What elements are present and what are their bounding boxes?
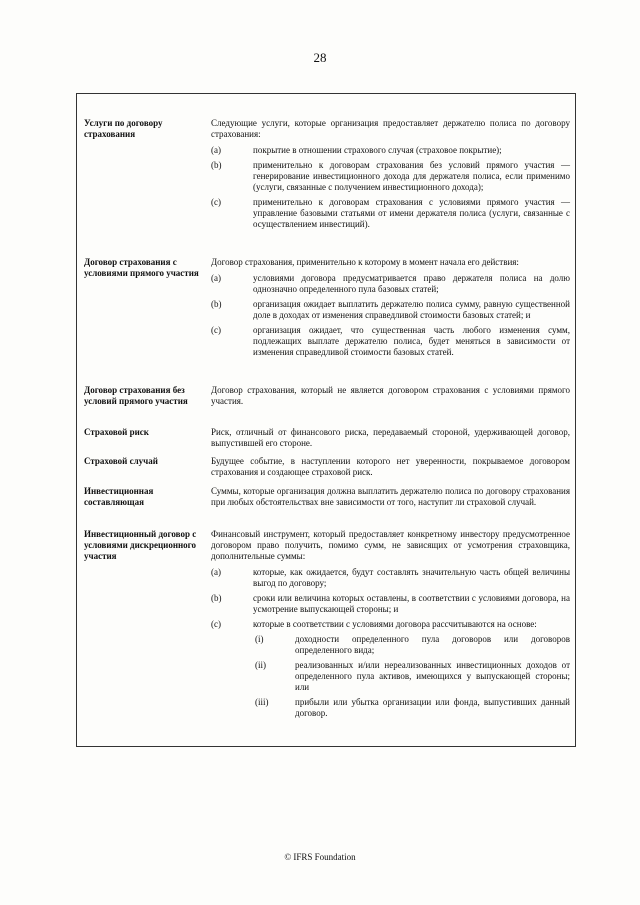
definition-term: Инвестиционная составляющая xyxy=(84,486,154,507)
definition-text xyxy=(211,257,570,358)
definition-text: Будущее событие, в наступлении которого нет уверенности, покрываемое договором страхования и создающее страховой риск. xyxy=(211,456,570,477)
definition-text: Суммы, которые организация должна выплатить держателю полиса по договору страхования при любых обстоятельствах вне зависимости от того, наступит ли страховой случай. xyxy=(211,486,570,507)
sub-list-item: (i) доходности определенного пула договоров или договоров определенного вида; xyxy=(255,634,570,655)
definition-term: Инвестиционный договор с условиями дискреционного участия xyxy=(84,529,197,561)
definition-entry xyxy=(84,385,570,407)
sub-list-item: (iii) прибыли или убытка организации или фонда, выпустивших данный договор. xyxy=(255,697,570,718)
definition-intro: Следующие услуги, которые организация предоставляет держателю полиса по договору страхования: xyxy=(211,118,570,139)
definition-entry xyxy=(84,456,570,478)
list-item: (a) которые, как ожидается, будут составлять значительную часть общей величины выгод по договору; xyxy=(211,567,570,588)
definition-entry xyxy=(84,257,570,362)
definition-text: Договор страхования, который не является договором страхования с условиями прямого участия. xyxy=(211,385,570,406)
definition-term: Страховой риск xyxy=(84,427,149,437)
definition-entry xyxy=(84,486,570,508)
definition-term: Договор страхования с условиями прямого участия xyxy=(84,257,199,278)
definition-term: Страховой случай xyxy=(84,456,158,466)
definition-term: Услуги по договору страхования xyxy=(84,118,163,139)
definition-entry xyxy=(84,118,570,234)
list-item: (a) условиями договора предусматривается право держателя полиса на долю однозначно определенного пула базовых статей; xyxy=(211,273,570,294)
definition-text xyxy=(211,529,570,719)
list-item: (c) применительно к договорам страхования с условиями прямого участия — управление базовыми статьями от имени держателя полиса (услуги, связанные с осуществлением инвестиций). xyxy=(211,197,570,229)
definition-text: Риск, отличный от финансового риска, передаваемый стороной, удерживающей договор, выпустившей его стороне. xyxy=(211,427,570,448)
definition-text xyxy=(211,118,570,230)
definition-entry xyxy=(84,427,570,449)
page-footer: © IFRS Foundation xyxy=(284,852,356,862)
list-item: (b) сроки или величина которых оставлены, в соответствии с условиями договора, на усмотрение выпускающей стороны; и xyxy=(211,593,570,614)
definition-entry xyxy=(84,529,570,723)
list-item: (a) покрытие в отношении страхового случая (страховое покрытие); xyxy=(211,145,502,155)
page-number: 28 xyxy=(313,50,327,65)
list-item: (b) организация ожидает выплатить держателю полиса сумму, равную существенной доле в доходах от изменения справедливой стоимости базовых статей; и xyxy=(211,299,570,320)
list-item: (c) которые в соответствии с условиями договора рассчитываются на основе: (i) доходности определенного пула договоров или договоров определенного вида; (ii) реализованных и/или нереализованных инвестиционных доходов от определенного пула активов, имеющихся у выпускающей стороны; или (iii) прибыли или убытка организации или фонда, выпустивших данный договор. xyxy=(211,619,570,718)
sub-list-item: (ii) реализованных и/или нереализованных инвестиционных доходов от определенного пула активов, имеющихся у выпускающей стороны; или xyxy=(255,660,570,692)
list-item: (c) организация ожидает, что существенная часть любого изменения сумм, подлежащих выплате держателю полиса, будет меняться в зависимости от изменения справедливой стоимости базовых статей. xyxy=(211,325,570,357)
definition-intro: Финансовый инструмент, который предоставляет конкретному инвестору предусмотренное договором право получить, помимо сумм, не зависящих от усмотрения страховщика, дополнительные суммы: xyxy=(211,529,570,561)
definition-term: Договор страхования без условий прямого участия xyxy=(84,385,188,406)
definition-intro: Договор страхования, применительно к которому в момент начала его действия: xyxy=(211,257,519,267)
list-item: (b) применительно к договорам страхования без условий прямого участия — генерирование инвестиционного дохода для держателя полиса, если применимо (услуги, связанные с получением инвестиционного дохода); xyxy=(211,160,570,192)
